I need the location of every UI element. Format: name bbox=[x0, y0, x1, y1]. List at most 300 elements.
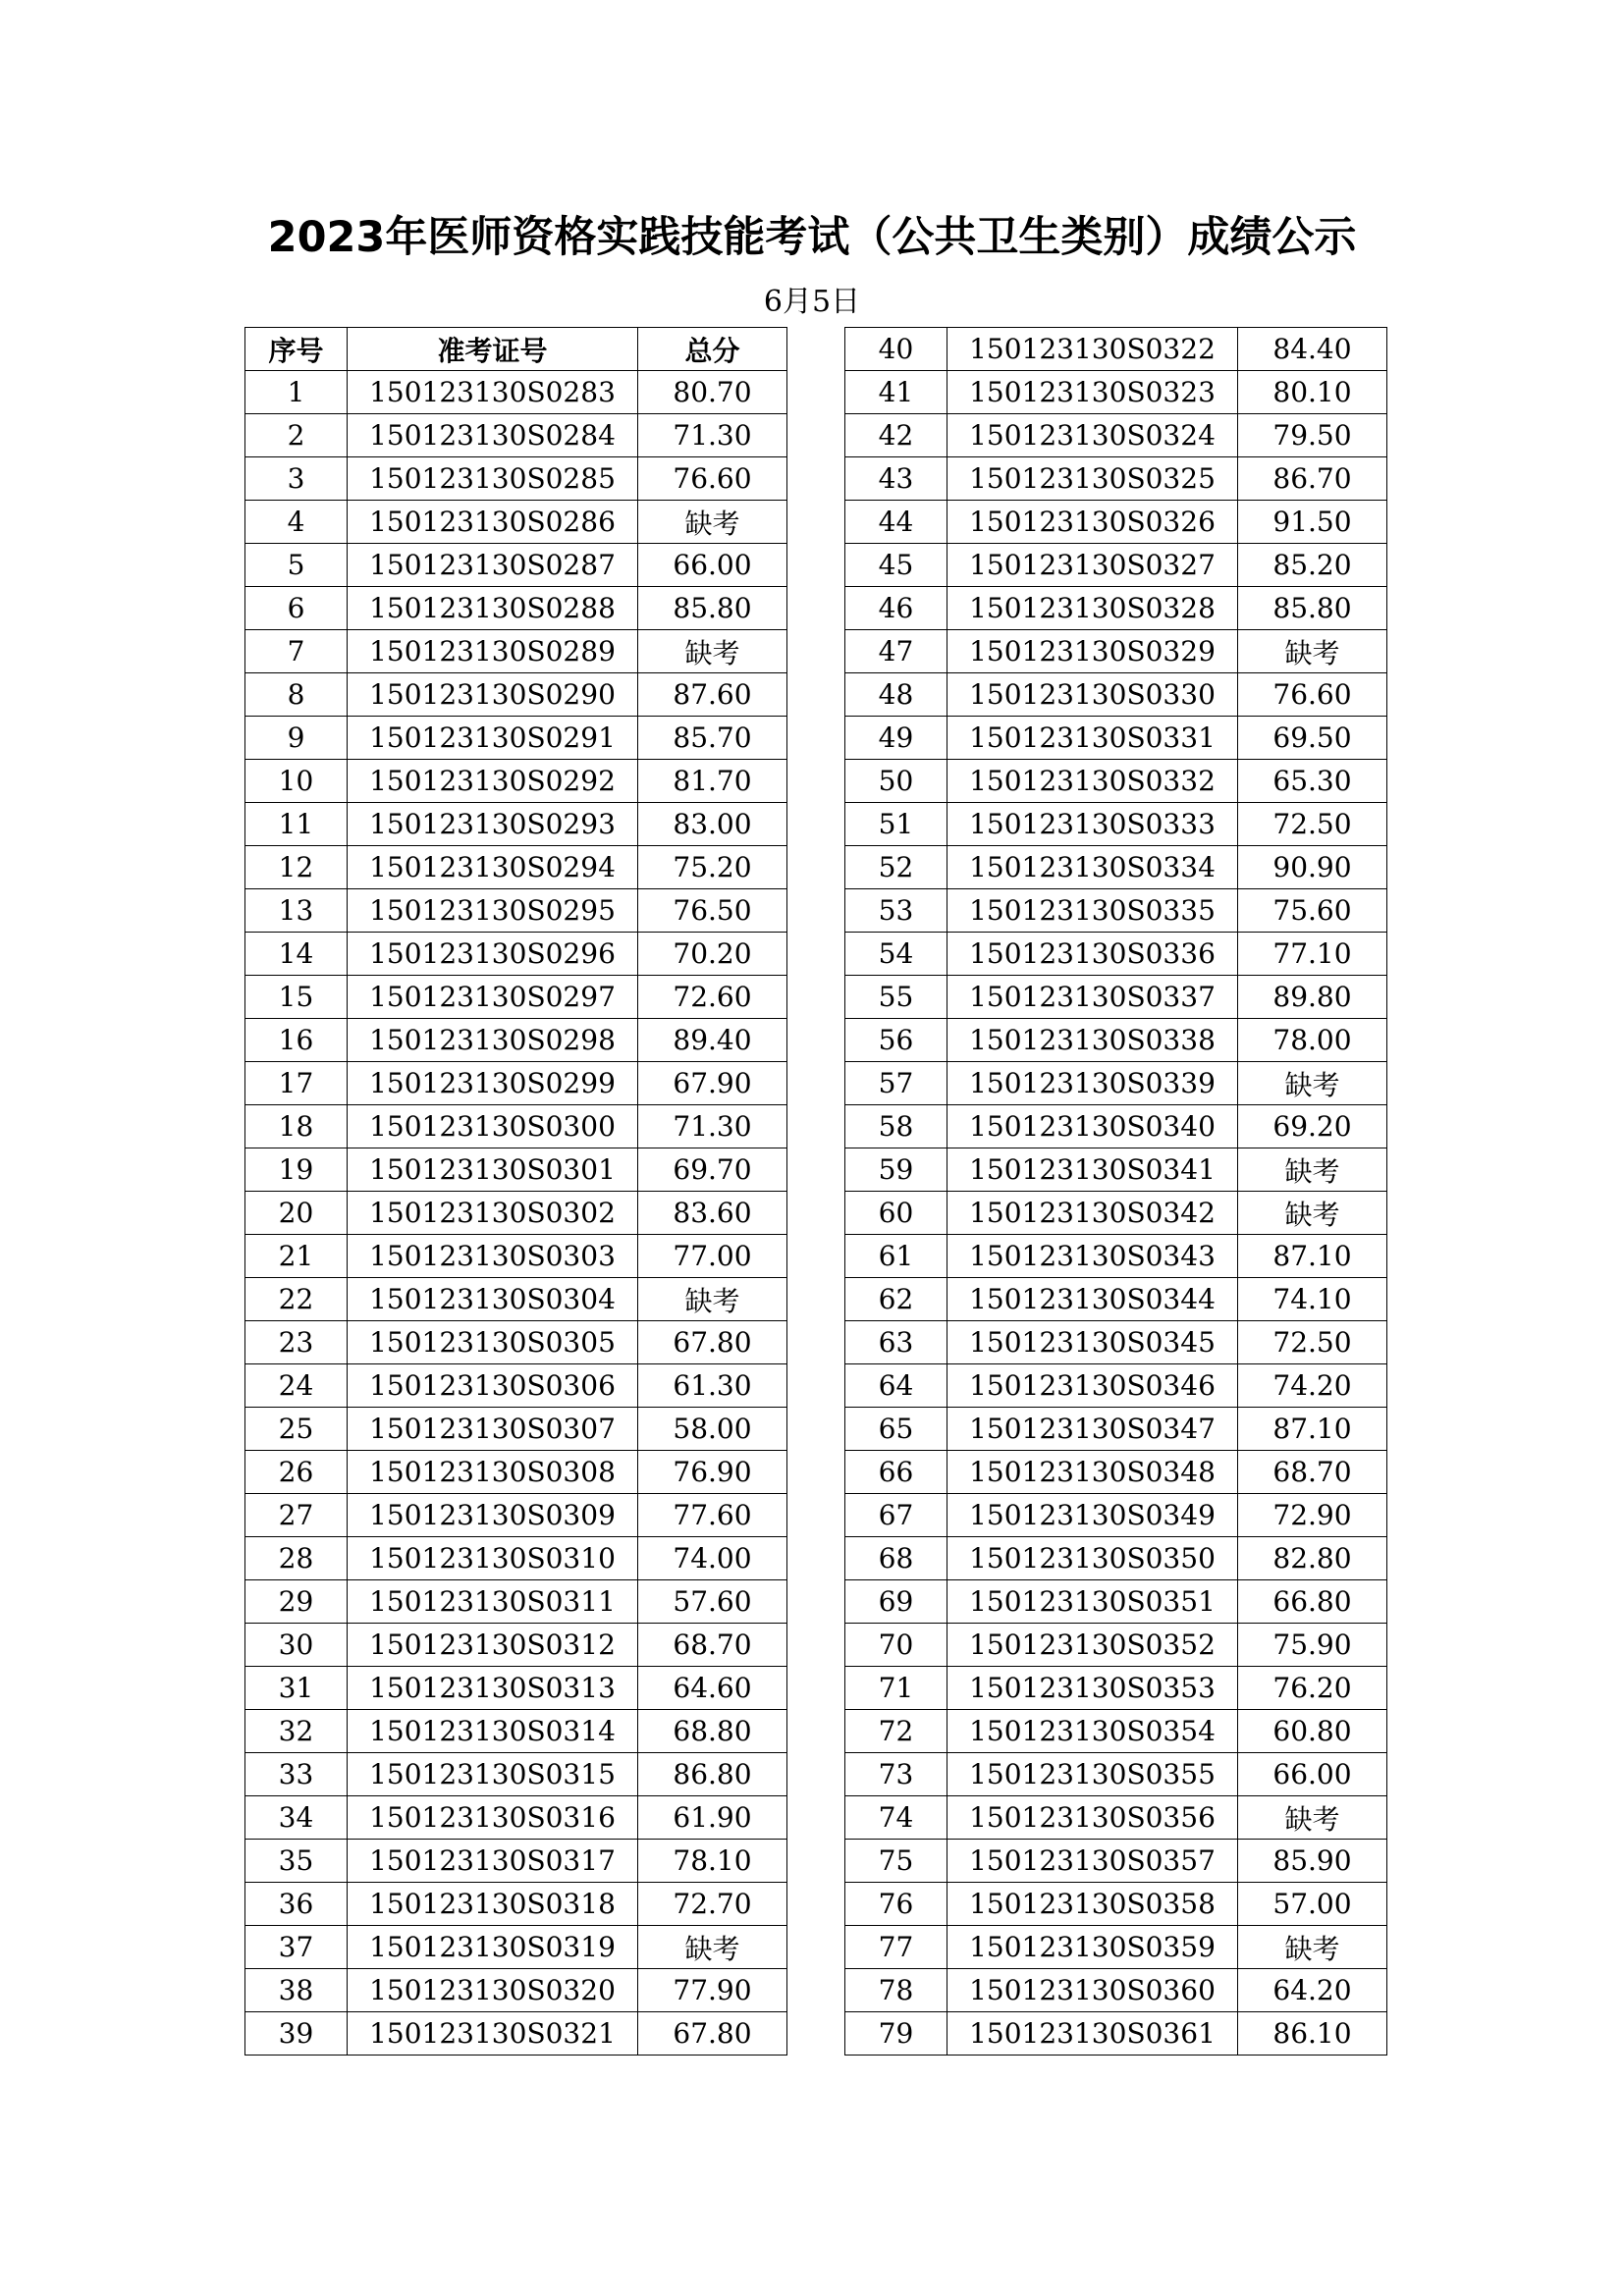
cell-score: 74.00 bbox=[638, 1537, 787, 1580]
table-row bbox=[245, 1364, 787, 1408]
table-row bbox=[845, 1364, 1387, 1408]
score-table-right-body bbox=[845, 328, 1387, 2056]
table-row bbox=[845, 1753, 1387, 1796]
cell-seq: 25 bbox=[245, 1408, 348, 1451]
table-row bbox=[245, 1494, 787, 1537]
table-row bbox=[245, 1408, 787, 1451]
table-row bbox=[245, 457, 787, 501]
table-row bbox=[845, 544, 1387, 587]
publication-date: 6月5日 bbox=[763, 285, 861, 319]
cell-score: 缺考 bbox=[1238, 630, 1387, 673]
table-row bbox=[845, 1710, 1387, 1753]
cell-score: 86.70 bbox=[1238, 457, 1387, 501]
cell-seq: 27 bbox=[245, 1494, 348, 1537]
cell-exam-id: 150123130S0325 bbox=[947, 457, 1238, 501]
table-row bbox=[245, 1926, 787, 1969]
table-row bbox=[845, 1321, 1387, 1364]
cell-exam-id: 150123130S0296 bbox=[348, 933, 638, 976]
cell-exam-id: 150123130S0329 bbox=[947, 630, 1238, 673]
cell-exam-id: 150123130S0311 bbox=[348, 1580, 638, 1624]
cell-score: 89.40 bbox=[638, 1019, 787, 1062]
cell-score: 91.50 bbox=[1238, 501, 1387, 544]
cell-seq: 6 bbox=[245, 587, 348, 630]
cell-seq: 15 bbox=[245, 976, 348, 1019]
table-row bbox=[245, 1105, 787, 1148]
cell-exam-id: 150123130S0294 bbox=[348, 846, 638, 889]
cell-score: 87.10 bbox=[1238, 1408, 1387, 1451]
table-row bbox=[245, 1235, 787, 1278]
cell-exam-id: 150123130S0319 bbox=[348, 1926, 638, 1969]
cell-seq: 13 bbox=[245, 889, 348, 933]
cell-seq: 68 bbox=[845, 1537, 947, 1580]
cell-exam-id: 150123130S0310 bbox=[348, 1537, 638, 1580]
cell-seq: 50 bbox=[845, 760, 947, 803]
cell-seq: 59 bbox=[845, 1148, 947, 1192]
cell-score: 67.90 bbox=[638, 1062, 787, 1105]
table-row bbox=[845, 1926, 1387, 1969]
header-score: 总分 bbox=[638, 328, 787, 371]
cell-exam-id: 150123130S0307 bbox=[348, 1408, 638, 1451]
cell-score: 74.20 bbox=[1238, 1364, 1387, 1408]
cell-exam-id: 150123130S0321 bbox=[348, 2012, 638, 2056]
cell-seq: 12 bbox=[245, 846, 348, 889]
cell-score: 缺考 bbox=[638, 1926, 787, 1969]
cell-seq: 38 bbox=[245, 1969, 348, 2012]
cell-exam-id: 150123130S0287 bbox=[348, 544, 638, 587]
cell-seq: 62 bbox=[845, 1278, 947, 1321]
score-table-left-body bbox=[245, 371, 787, 2056]
cell-score: 缺考 bbox=[1238, 1148, 1387, 1192]
table-row bbox=[845, 803, 1387, 846]
table-row bbox=[845, 717, 1387, 760]
cell-exam-id: 150123130S0357 bbox=[947, 1840, 1238, 1883]
cell-exam-id: 150123130S0331 bbox=[947, 717, 1238, 760]
table-row bbox=[845, 1969, 1387, 2012]
cell-score: 57.60 bbox=[638, 1580, 787, 1624]
cell-seq: 8 bbox=[245, 673, 348, 717]
cell-seq: 10 bbox=[245, 760, 348, 803]
table-row bbox=[845, 1105, 1387, 1148]
table-row bbox=[845, 371, 1387, 414]
cell-seq: 58 bbox=[845, 1105, 947, 1148]
cell-exam-id: 150123130S0341 bbox=[947, 1148, 1238, 1192]
cell-seq: 57 bbox=[845, 1062, 947, 1105]
cell-seq: 19 bbox=[245, 1148, 348, 1192]
cell-exam-id: 150123130S0304 bbox=[348, 1278, 638, 1321]
cell-score: 64.20 bbox=[1238, 1969, 1387, 2012]
cell-exam-id: 150123130S0312 bbox=[348, 1624, 638, 1667]
cell-seq: 55 bbox=[845, 976, 947, 1019]
cell-score: 76.50 bbox=[638, 889, 787, 933]
cell-exam-id: 150123130S0320 bbox=[348, 1969, 638, 2012]
cell-seq: 32 bbox=[245, 1710, 348, 1753]
cell-exam-id: 150123130S0348 bbox=[947, 1451, 1238, 1494]
cell-seq: 42 bbox=[845, 414, 947, 457]
cell-score: 75.20 bbox=[638, 846, 787, 889]
cell-exam-id: 150123130S0333 bbox=[947, 803, 1238, 846]
cell-seq: 76 bbox=[845, 1883, 947, 1926]
cell-score: 90.90 bbox=[1238, 846, 1387, 889]
cell-exam-id: 150123130S0323 bbox=[947, 371, 1238, 414]
cell-exam-id: 150123130S0335 bbox=[947, 889, 1238, 933]
table-row bbox=[845, 1408, 1387, 1451]
table-row bbox=[845, 976, 1387, 1019]
cell-exam-id: 150123130S0330 bbox=[947, 673, 1238, 717]
cell-score: 76.20 bbox=[1238, 1667, 1387, 1710]
cell-score: 72.60 bbox=[638, 976, 787, 1019]
cell-score: 86.80 bbox=[638, 1753, 787, 1796]
cell-score: 76.60 bbox=[1238, 673, 1387, 717]
cell-exam-id: 150123130S0318 bbox=[348, 1883, 638, 1926]
cell-score: 67.80 bbox=[638, 2012, 787, 2056]
table-row bbox=[845, 1019, 1387, 1062]
cell-score: 80.70 bbox=[638, 371, 787, 414]
cell-score: 81.70 bbox=[638, 760, 787, 803]
table-row bbox=[245, 544, 787, 587]
table-row bbox=[245, 717, 787, 760]
cell-exam-id: 150123130S0299 bbox=[348, 1062, 638, 1105]
table-row bbox=[845, 1062, 1387, 1105]
cell-exam-id: 150123130S0288 bbox=[348, 587, 638, 630]
table-row bbox=[245, 1796, 787, 1840]
cell-seq: 23 bbox=[245, 1321, 348, 1364]
cell-score: 60.80 bbox=[1238, 1710, 1387, 1753]
cell-score: 80.10 bbox=[1238, 371, 1387, 414]
table-row bbox=[245, 414, 787, 457]
table-row bbox=[245, 1840, 787, 1883]
cell-seq: 65 bbox=[845, 1408, 947, 1451]
table-row bbox=[845, 457, 1387, 501]
cell-seq: 61 bbox=[845, 1235, 947, 1278]
cell-score: 64.60 bbox=[638, 1667, 787, 1710]
cell-seq: 3 bbox=[245, 457, 348, 501]
cell-seq: 11 bbox=[245, 803, 348, 846]
cell-exam-id: 150123130S0340 bbox=[947, 1105, 1238, 1148]
cell-seq: 21 bbox=[245, 1235, 348, 1278]
cell-seq: 17 bbox=[245, 1062, 348, 1105]
cell-exam-id: 150123130S0349 bbox=[947, 1494, 1238, 1537]
cell-seq: 39 bbox=[245, 2012, 348, 2056]
cell-score: 缺考 bbox=[1238, 1926, 1387, 1969]
table-row bbox=[845, 846, 1387, 889]
cell-score: 66.80 bbox=[1238, 1580, 1387, 1624]
cell-exam-id: 150123130S0284 bbox=[348, 414, 638, 457]
cell-score: 79.50 bbox=[1238, 414, 1387, 457]
document-title: 2023年医师资格实践技能考试（公共卫生类别）成绩公示 bbox=[267, 213, 1357, 262]
cell-score: 72.50 bbox=[1238, 1321, 1387, 1364]
cell-score: 85.80 bbox=[1238, 587, 1387, 630]
cell-score: 75.60 bbox=[1238, 889, 1387, 933]
table-row bbox=[245, 1019, 787, 1062]
table-row bbox=[245, 1580, 787, 1624]
cell-score: 缺考 bbox=[1238, 1796, 1387, 1840]
table-row bbox=[845, 501, 1387, 544]
table-row bbox=[245, 933, 787, 976]
table-row bbox=[245, 1969, 787, 2012]
cell-score: 69.20 bbox=[1238, 1105, 1387, 1148]
table-row bbox=[245, 1451, 787, 1494]
cell-score: 58.00 bbox=[638, 1408, 787, 1451]
table-row bbox=[245, 1321, 787, 1364]
cell-score: 77.90 bbox=[638, 1969, 787, 2012]
cell-exam-id: 150123130S0290 bbox=[348, 673, 638, 717]
cell-seq: 71 bbox=[845, 1667, 947, 1710]
table-row bbox=[845, 1451, 1387, 1494]
cell-score: 61.30 bbox=[638, 1364, 787, 1408]
cell-exam-id: 150123130S0292 bbox=[348, 760, 638, 803]
table-row bbox=[245, 1624, 787, 1667]
cell-seq: 60 bbox=[845, 1192, 947, 1235]
cell-exam-id: 150123130S0361 bbox=[947, 2012, 1238, 2056]
cell-exam-id: 150123130S0350 bbox=[947, 1537, 1238, 1580]
cell-exam-id: 150123130S0358 bbox=[947, 1883, 1238, 1926]
table-row bbox=[245, 1278, 787, 1321]
cell-exam-id: 150123130S0354 bbox=[947, 1710, 1238, 1753]
cell-exam-id: 150123130S0327 bbox=[947, 544, 1238, 587]
table-row bbox=[245, 760, 787, 803]
cell-seq: 40 bbox=[845, 328, 947, 371]
cell-seq: 31 bbox=[245, 1667, 348, 1710]
cell-seq: 18 bbox=[245, 1105, 348, 1148]
cell-exam-id: 150123130S0338 bbox=[947, 1019, 1238, 1062]
cell-exam-id: 150123130S0334 bbox=[947, 846, 1238, 889]
table-row bbox=[245, 846, 787, 889]
cell-seq: 33 bbox=[245, 1753, 348, 1796]
table-row bbox=[845, 1840, 1387, 1883]
table-row bbox=[245, 1062, 787, 1105]
cell-exam-id: 150123130S0347 bbox=[947, 1408, 1238, 1451]
cell-seq: 29 bbox=[245, 1580, 348, 1624]
cell-score: 61.90 bbox=[638, 1796, 787, 1840]
cell-seq: 66 bbox=[845, 1451, 947, 1494]
cell-score: 66.00 bbox=[1238, 1753, 1387, 1796]
cell-score: 71.30 bbox=[638, 414, 787, 457]
cell-score: 71.30 bbox=[638, 1105, 787, 1148]
cell-exam-id: 150123130S0295 bbox=[348, 889, 638, 933]
score-table-right bbox=[844, 327, 1387, 2056]
cell-seq: 78 bbox=[845, 1969, 947, 2012]
cell-exam-id: 150123130S0301 bbox=[348, 1148, 638, 1192]
cell-score: 69.50 bbox=[1238, 717, 1387, 760]
cell-exam-id: 150123130S0285 bbox=[348, 457, 638, 501]
cell-seq: 70 bbox=[845, 1624, 947, 1667]
cell-score: 75.90 bbox=[1238, 1624, 1387, 1667]
table-row bbox=[845, 1494, 1387, 1537]
table-row bbox=[245, 1192, 787, 1235]
cell-exam-id: 150123130S0337 bbox=[947, 976, 1238, 1019]
cell-exam-id: 150123130S0342 bbox=[947, 1192, 1238, 1235]
cell-seq: 56 bbox=[845, 1019, 947, 1062]
cell-seq: 36 bbox=[245, 1883, 348, 1926]
cell-exam-id: 150123130S0343 bbox=[947, 1235, 1238, 1278]
cell-score: 77.00 bbox=[638, 1235, 787, 1278]
cell-seq: 9 bbox=[245, 717, 348, 760]
table-row bbox=[245, 673, 787, 717]
cell-seq: 63 bbox=[845, 1321, 947, 1364]
table-row bbox=[245, 630, 787, 673]
cell-exam-id: 150123130S0328 bbox=[947, 587, 1238, 630]
cell-score: 76.90 bbox=[638, 1451, 787, 1494]
table-row bbox=[245, 1667, 787, 1710]
table-row bbox=[845, 328, 1387, 371]
cell-exam-id: 150123130S0314 bbox=[348, 1710, 638, 1753]
cell-seq: 49 bbox=[845, 717, 947, 760]
cell-exam-id: 150123130S0308 bbox=[348, 1451, 638, 1494]
cell-exam-id: 150123130S0344 bbox=[947, 1278, 1238, 1321]
cell-score: 缺考 bbox=[1238, 1192, 1387, 1235]
table-row bbox=[845, 1537, 1387, 1580]
cell-seq: 72 bbox=[845, 1710, 947, 1753]
table-row bbox=[845, 1883, 1387, 1926]
table-row bbox=[245, 2012, 787, 2056]
cell-seq: 73 bbox=[845, 1753, 947, 1796]
cell-score: 82.80 bbox=[1238, 1537, 1387, 1580]
cell-seq: 79 bbox=[845, 2012, 947, 2056]
cell-score: 78.10 bbox=[638, 1840, 787, 1883]
cell-seq: 74 bbox=[845, 1796, 947, 1840]
cell-score: 77.10 bbox=[1238, 933, 1387, 976]
cell-seq: 16 bbox=[245, 1019, 348, 1062]
cell-exam-id: 150123130S0309 bbox=[348, 1494, 638, 1537]
cell-seq: 28 bbox=[245, 1537, 348, 1580]
cell-seq: 51 bbox=[845, 803, 947, 846]
cell-score: 70.20 bbox=[638, 933, 787, 976]
cell-seq: 1 bbox=[245, 371, 348, 414]
cell-exam-id: 150123130S0283 bbox=[348, 371, 638, 414]
cell-seq: 35 bbox=[245, 1840, 348, 1883]
cell-seq: 53 bbox=[845, 889, 947, 933]
table-row bbox=[245, 976, 787, 1019]
table-row bbox=[845, 630, 1387, 673]
cell-score: 缺考 bbox=[1238, 1062, 1387, 1105]
cell-exam-id: 150123130S0339 bbox=[947, 1062, 1238, 1105]
header-seq: 序号 bbox=[245, 328, 348, 371]
cell-seq: 54 bbox=[845, 933, 947, 976]
cell-exam-id: 150123130S0351 bbox=[947, 1580, 1238, 1624]
cell-score: 68.70 bbox=[638, 1624, 787, 1667]
cell-score: 66.00 bbox=[638, 544, 787, 587]
cell-exam-id: 150123130S0305 bbox=[348, 1321, 638, 1364]
cell-seq: 48 bbox=[845, 673, 947, 717]
cell-seq: 7 bbox=[245, 630, 348, 673]
cell-exam-id: 150123130S0315 bbox=[348, 1753, 638, 1796]
cell-seq: 20 bbox=[245, 1192, 348, 1235]
cell-score: 84.40 bbox=[1238, 328, 1387, 371]
score-table-left bbox=[244, 327, 787, 2056]
cell-score: 83.60 bbox=[638, 1192, 787, 1235]
table-row bbox=[245, 1883, 787, 1926]
cell-exam-id: 150123130S0300 bbox=[348, 1105, 638, 1148]
cell-score: 85.20 bbox=[1238, 544, 1387, 587]
table-row bbox=[845, 1148, 1387, 1192]
table-row bbox=[245, 501, 787, 544]
cell-seq: 4 bbox=[245, 501, 348, 544]
cell-seq: 34 bbox=[245, 1796, 348, 1840]
cell-seq: 77 bbox=[845, 1926, 947, 1969]
cell-exam-id: 150123130S0353 bbox=[947, 1667, 1238, 1710]
cell-score: 87.10 bbox=[1238, 1235, 1387, 1278]
table-row bbox=[845, 1796, 1387, 1840]
cell-exam-id: 150123130S0303 bbox=[348, 1235, 638, 1278]
table-row bbox=[245, 1710, 787, 1753]
cell-score: 65.30 bbox=[1238, 760, 1387, 803]
cell-exam-id: 150123130S0345 bbox=[947, 1321, 1238, 1364]
cell-score: 85.70 bbox=[638, 717, 787, 760]
cell-seq: 30 bbox=[245, 1624, 348, 1667]
table-row bbox=[245, 587, 787, 630]
cell-exam-id: 150123130S0352 bbox=[947, 1624, 1238, 1667]
table-row bbox=[245, 889, 787, 933]
cell-exam-id: 150123130S0289 bbox=[348, 630, 638, 673]
cell-score: 78.00 bbox=[1238, 1019, 1387, 1062]
cell-score: 74.10 bbox=[1238, 1278, 1387, 1321]
cell-score: 85.90 bbox=[1238, 1840, 1387, 1883]
table-row bbox=[845, 933, 1387, 976]
cell-seq: 41 bbox=[845, 371, 947, 414]
cell-score: 83.00 bbox=[638, 803, 787, 846]
cell-exam-id: 150123130S0332 bbox=[947, 760, 1238, 803]
table-row bbox=[845, 1580, 1387, 1624]
cell-score: 缺考 bbox=[638, 501, 787, 544]
cell-score: 缺考 bbox=[638, 630, 787, 673]
cell-exam-id: 150123130S0302 bbox=[348, 1192, 638, 1235]
cell-score: 68.80 bbox=[638, 1710, 787, 1753]
table-header-row bbox=[245, 328, 787, 371]
cell-seq: 69 bbox=[845, 1580, 947, 1624]
cell-score: 68.70 bbox=[1238, 1451, 1387, 1494]
cell-score: 87.60 bbox=[638, 673, 787, 717]
cell-seq: 2 bbox=[245, 414, 348, 457]
cell-exam-id: 150123130S0306 bbox=[348, 1364, 638, 1408]
cell-seq: 47 bbox=[845, 630, 947, 673]
cell-exam-id: 150123130S0356 bbox=[947, 1796, 1238, 1840]
table-row bbox=[845, 587, 1387, 630]
cell-seq: 43 bbox=[845, 457, 947, 501]
table-row bbox=[845, 1235, 1387, 1278]
cell-seq: 26 bbox=[245, 1451, 348, 1494]
cell-seq: 24 bbox=[245, 1364, 348, 1408]
cell-exam-id: 150123130S0346 bbox=[947, 1364, 1238, 1408]
cell-seq: 46 bbox=[845, 587, 947, 630]
cell-score: 77.60 bbox=[638, 1494, 787, 1537]
cell-score: 缺考 bbox=[638, 1278, 787, 1321]
table-row bbox=[845, 889, 1387, 933]
cell-seq: 67 bbox=[845, 1494, 947, 1537]
table-row bbox=[845, 1278, 1387, 1321]
cell-score: 76.60 bbox=[638, 457, 787, 501]
cell-exam-id: 150123130S0297 bbox=[348, 976, 638, 1019]
cell-exam-id: 150123130S0355 bbox=[947, 1753, 1238, 1796]
table-row bbox=[845, 414, 1387, 457]
table-row bbox=[245, 1753, 787, 1796]
cell-seq: 44 bbox=[845, 501, 947, 544]
table-row bbox=[845, 1624, 1387, 1667]
table-row bbox=[845, 673, 1387, 717]
cell-seq: 37 bbox=[245, 1926, 348, 1969]
table-row bbox=[245, 1537, 787, 1580]
cell-exam-id: 150123130S0286 bbox=[348, 501, 638, 544]
cell-exam-id: 150123130S0291 bbox=[348, 717, 638, 760]
cell-score: 85.80 bbox=[638, 587, 787, 630]
cell-seq: 52 bbox=[845, 846, 947, 889]
cell-score: 72.70 bbox=[638, 1883, 787, 1926]
header-exam-id: 准考证号 bbox=[348, 328, 638, 371]
table-row bbox=[845, 1667, 1387, 1710]
cell-score: 72.50 bbox=[1238, 803, 1387, 846]
cell-seq: 64 bbox=[845, 1364, 947, 1408]
cell-score: 86.10 bbox=[1238, 2012, 1387, 2056]
table-row bbox=[845, 760, 1387, 803]
